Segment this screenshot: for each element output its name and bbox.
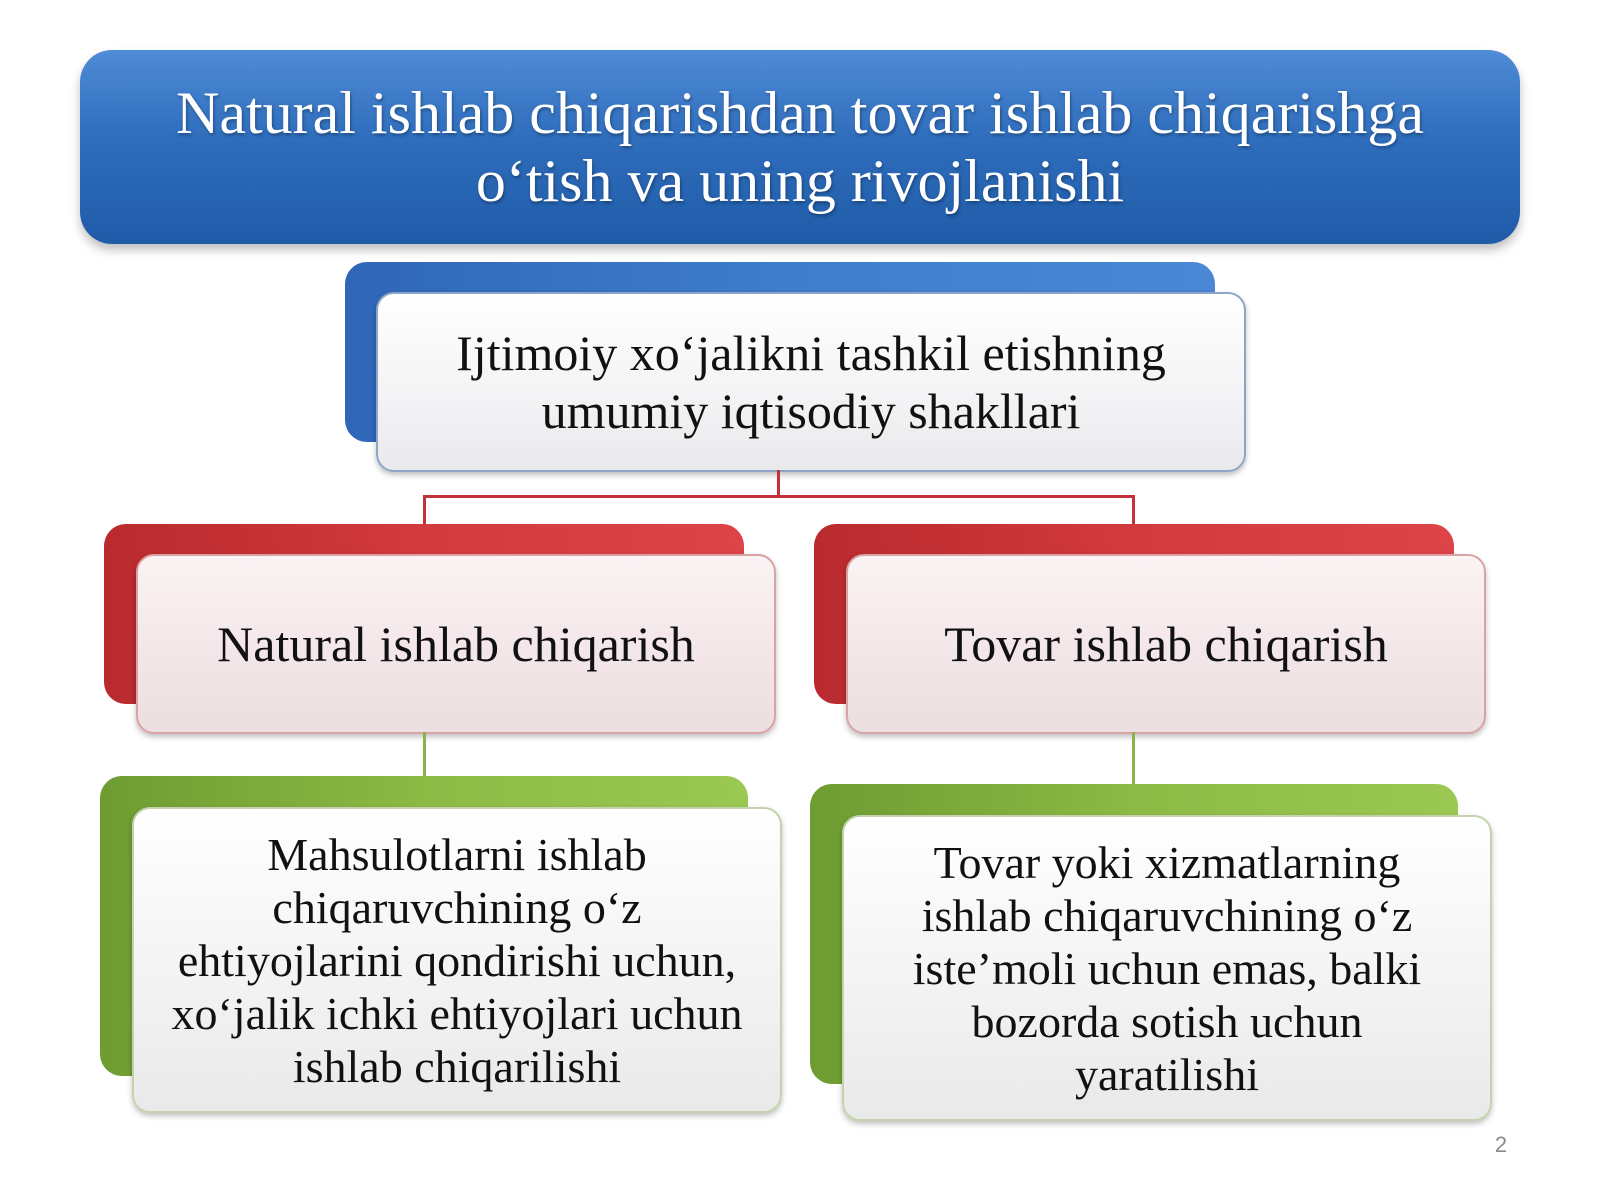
connector-left-description [423, 732, 426, 778]
root-node [376, 292, 1246, 472]
connector-left-drop [423, 495, 426, 525]
description-left-text: Mahsulotlarni ishlab chiqaruvchining o‘z ehtiyojlarini qondirishi uchun, xo‘jalik ichki ehtiyojlari uchun ishlab chiqarilishi [171, 828, 743, 1092]
branch-right-label: Tovar ishlab chiqarish [944, 616, 1388, 672]
connector-root-stem [777, 470, 780, 497]
title-banner [80, 50, 1520, 244]
slide-title: Natural ishlab chiqarishdan tovar ishlab chiqarishga o‘tish va uning rivojlanishi [176, 80, 1424, 214]
page-number: 2 [1494, 1132, 1508, 1157]
root-node-label: Ijtimoiy xo‘jalikni tashkil etishning umumiy iqtisodiy shakllari [456, 325, 1166, 439]
connector-right-description [1132, 732, 1135, 786]
description-right [842, 815, 1492, 1121]
description-right-text: Tovar yoki xizmatlarning ishlab chiqaruvchining o‘z iste’moli uchun emas, balki bozorda sotish uchun yaratilishi [912, 836, 1422, 1100]
description-left [132, 807, 782, 1113]
connector-horizontal [423, 495, 1135, 498]
branch-left [136, 554, 776, 734]
branch-left-label: Natural ishlab chiqarish [217, 616, 695, 672]
connector-right-drop [1132, 495, 1135, 525]
branch-right [846, 554, 1486, 734]
